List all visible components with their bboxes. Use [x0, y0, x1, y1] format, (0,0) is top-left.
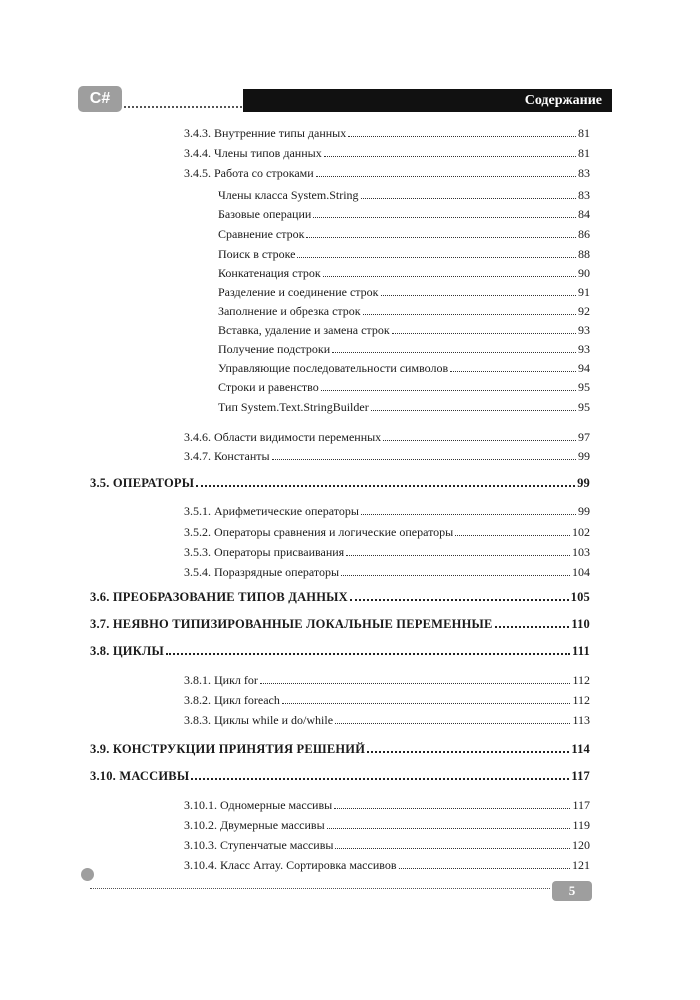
toc-entry-page: 81: [578, 126, 590, 140]
toc-leader-dots: [495, 623, 570, 628]
toc-entry-page: 97: [578, 430, 590, 444]
toc-leader-dots: [348, 133, 576, 137]
toc-entry: [218, 266, 590, 280]
toc-entry-title: 3.4.5. Работа со строками: [184, 166, 314, 180]
toc-entry: [218, 342, 590, 356]
toc-leader-dots: [196, 482, 575, 487]
toc-leader-dots: [321, 387, 576, 391]
toc-entry: [184, 565, 590, 579]
toc-entry-page: 90: [578, 266, 590, 280]
toc-entry-page: 105: [570, 590, 590, 604]
toc-entry: [184, 858, 590, 872]
toc-leader-dots: [316, 173, 576, 177]
toc-entry: [218, 361, 590, 375]
toc-leader-dots: [272, 456, 576, 460]
toc-entry: [218, 285, 590, 299]
toc-entry-page: 94: [578, 361, 590, 375]
toc-entry-title: Вставка, удаление и замена строк: [218, 323, 390, 337]
toc-entry-page: 112: [572, 673, 590, 687]
toc-entry: [184, 430, 590, 444]
toc-entry: [184, 838, 590, 852]
toc-entry-title: 3.8. ЦИКЛЫ: [90, 644, 164, 658]
toc-leader-dots: [332, 349, 576, 353]
toc-entry-title: Управляющие последовательности символов: [218, 361, 449, 375]
toc-entry-title: 3.8.2. Цикл foreach: [184, 693, 280, 707]
toc-entry-title: 3.5. ОПЕРАТОРЫ: [90, 476, 195, 490]
toc-entry: [184, 146, 590, 160]
page-number: 5: [552, 881, 592, 901]
toc-entry: [184, 545, 590, 559]
toc-leader-dots: [306, 234, 576, 238]
toc-section-entry: [90, 590, 590, 604]
toc-entry-page: 91: [578, 285, 590, 299]
toc-entry: [218, 380, 590, 394]
toc-leader-dots: [323, 273, 576, 277]
toc-section-entry: [90, 644, 590, 658]
toc-leader-dots: [313, 214, 576, 218]
toc-leader-dots: [327, 825, 571, 829]
toc-leader-dots: [282, 700, 571, 704]
toc-leader-dots: [324, 153, 576, 157]
toc-leader-dots: [297, 254, 576, 258]
toc-entry: [184, 798, 590, 812]
toc-entry-page: 103: [572, 545, 590, 559]
toc-entry-page: 99: [577, 476, 590, 490]
toc-leader-dots: [361, 511, 576, 515]
toc-entry: [184, 693, 590, 707]
toc-entry-title: 3.5.3. Операторы присваивания: [184, 545, 345, 559]
toc-leader-dots: [350, 596, 569, 601]
toc-entry: [184, 126, 590, 140]
toc-entry-page: 113: [572, 713, 590, 727]
toc-entry-title: 3.4.7. Константы: [184, 449, 270, 463]
toc-entry-page: 102: [572, 525, 590, 539]
toc-entry-title: 3.5.1. Арифметические операторы: [184, 504, 359, 518]
footer-dotted-rule: [90, 888, 550, 889]
toc-leader-dots: [260, 680, 571, 684]
toc-entry: [184, 449, 590, 463]
toc-entry: [218, 227, 590, 241]
toc-leader-dots: [381, 292, 577, 296]
toc-entry: [218, 247, 590, 261]
toc-leader-dots: [191, 775, 569, 780]
toc-entry-title: Конкатенация строк: [218, 266, 321, 280]
toc-entry-page: 83: [578, 166, 590, 180]
toc-entry-page: 104: [572, 565, 590, 579]
toc-entry-title: 3.8.3. Циклы while и do/while: [184, 713, 334, 727]
toc-leader-dots: [383, 437, 576, 441]
toc-entry-title: Сравнение строк: [218, 227, 305, 241]
toc-entry: [184, 504, 590, 518]
toc-entry: [184, 673, 590, 687]
toc-leader-dots: [335, 720, 570, 724]
toc-entry-title: Базовые операции: [218, 207, 312, 221]
toc-leader-dots: [371, 407, 576, 411]
toc-entry-title: 3.4.6. Области видимости переменных: [184, 430, 382, 444]
toc-entry-title: 3.9. КОНСТРУКЦИИ ПРИНЯТИЯ РЕШЕНИЙ: [90, 742, 366, 756]
toc-entry-title: Тип System.Text.StringBuilder: [218, 400, 369, 414]
toc-leader-dots: [166, 650, 570, 655]
toc-section-entry: [90, 769, 590, 783]
toc-leader-dots: [341, 572, 570, 576]
header-title: Содержание: [243, 89, 612, 112]
toc-leader-dots: [361, 195, 576, 199]
toc-entry-page: 93: [578, 342, 590, 356]
toc-entry-page: 120: [572, 838, 590, 852]
toc-leader-dots: [334, 805, 570, 809]
toc-entry-page: 117: [572, 798, 590, 812]
toc-entry-page: 121: [572, 858, 590, 872]
toc-leader-dots: [455, 532, 570, 536]
toc-entry-title: 3.8.1. Цикл for: [184, 673, 258, 687]
toc-entry: [218, 207, 590, 221]
toc-leader-dots: [392, 330, 576, 334]
toc-entry: [184, 818, 590, 832]
toc-entry-page: 110: [571, 617, 590, 631]
toc-entry: [184, 166, 590, 180]
toc-entry-title: Поиск в строке: [218, 247, 296, 261]
toc-entry-page: 86: [578, 227, 590, 241]
toc-entry-page: 111: [572, 644, 590, 658]
toc-entry-page: 93: [578, 323, 590, 337]
toc-entry-title: Заполнение и обрезка строк: [218, 304, 361, 318]
toc-entry-title: Строки и равенство: [218, 380, 319, 394]
toc-section-entry: [90, 617, 590, 631]
toc-entry-page: 99: [578, 449, 590, 463]
toc-leader-dots: [367, 748, 569, 753]
toc-entry: [184, 713, 590, 727]
toc-leader-dots: [346, 552, 570, 556]
toc-entry-page: 95: [578, 400, 590, 414]
toc-entry: [218, 188, 590, 202]
toc-entry-title: Разделение и соединение строк: [218, 285, 379, 299]
toc-leader-dots: [335, 845, 570, 849]
toc-section-entry: [90, 742, 590, 756]
footer-bullet-icon: [81, 868, 94, 881]
toc-entry-title: 3.6. ПРЕОБРАЗОВАНИЕ ТИПОВ ДАННЫХ: [90, 590, 348, 604]
toc-entry: [184, 525, 590, 539]
toc-entry-title: Получение подстроки: [218, 342, 331, 356]
toc-entry-title: 3.5.2. Операторы сравнения и логические операторы: [184, 525, 454, 539]
toc-entry-page: 112: [572, 693, 590, 707]
toc-leader-dots: [399, 865, 571, 869]
toc-entry-title: 3.10. МАССИВЫ: [90, 769, 190, 783]
toc-entry-page: 114: [571, 742, 590, 756]
toc-entry-title: Члены класса System.String: [218, 188, 359, 202]
toc-entry-title: 3.10.1. Одномерные массивы: [184, 798, 333, 812]
toc-entry-page: 95: [578, 380, 590, 394]
toc-section-entry: [90, 476, 590, 490]
toc-entry-page: 117: [571, 769, 590, 783]
toc-leader-dots: [363, 311, 576, 315]
toc-entry-page: 84: [578, 207, 590, 221]
toc-entry-title: 3.4.4. Члены типов данных: [184, 146, 322, 160]
toc-entry-page: 92: [578, 304, 590, 318]
toc-entry-title: 3.10.4. Класс Array. Сортировка массивов: [184, 858, 397, 872]
toc-entry-page: 88: [578, 247, 590, 261]
toc-leader-dots: [450, 368, 576, 372]
toc-entry-page: 81: [578, 146, 590, 160]
toc-entry-title: 3.7. НЕЯВНО ТИПИЗИРОВАННЫЕ ЛОКАЛЬНЫЕ ПЕРЕМЕННЫЕ: [90, 617, 493, 631]
toc-entry-page: 99: [578, 504, 590, 518]
toc-entry-title: 3.4.3. Внутренние типы данных: [184, 126, 347, 140]
toc-entry-page: 119: [572, 818, 590, 832]
toc-entry: [218, 323, 590, 337]
csharp-logo: C#: [78, 86, 122, 112]
toc-entry-title: 3.10.2. Двумерные массивы: [184, 818, 325, 832]
toc-entry-page: 83: [578, 188, 590, 202]
toc-entry-title: 3.10.3. Ступенчатые массивы: [184, 838, 334, 852]
toc-entry-title: 3.5.4. Поразрядные операторы: [184, 565, 340, 579]
toc-entry: [218, 304, 590, 318]
toc-entry: [218, 400, 590, 414]
